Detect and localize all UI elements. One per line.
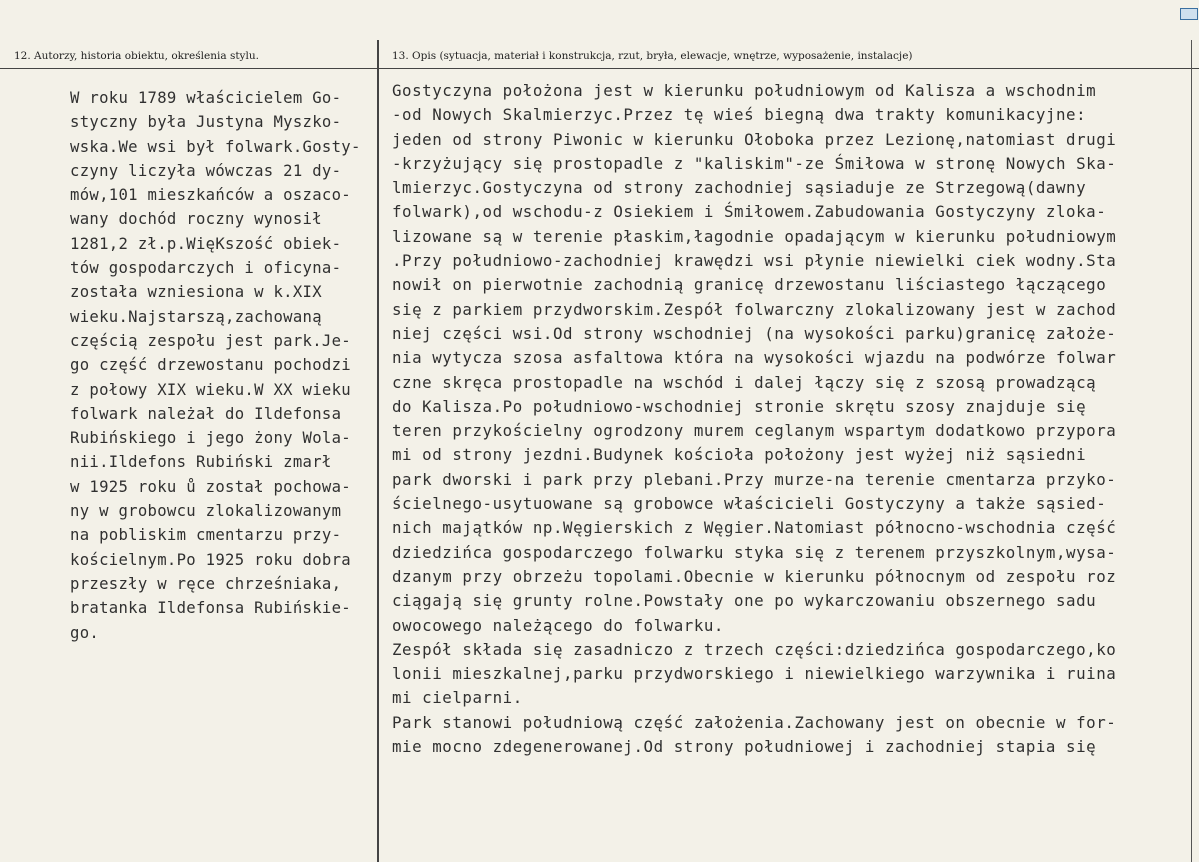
text-line: w 1925 roku ů został pochowa- [70, 477, 351, 496]
text-line: niej części wsi.Od strony wschodniej (na wysokości parku)granicę założe- [392, 323, 1117, 343]
text-line: nich majątków np.Węgierskich z Węgier.Natomiast północno-wschodnia część [392, 518, 1117, 538]
text-line: -krzyżujący się prostopadle z "kaliskim"-ze Śmiłowa w stronę Nowych Ska- [392, 153, 1117, 173]
text-line: wany dochód roczny wynosił [70, 210, 322, 229]
section-12-header: 12. Autorzy, historia obiektu, określenia stylu. [14, 50, 259, 62]
text-line: do Kalisza.Po południowo-wschodniej stronie skrętu szosy znajduje się [392, 396, 1087, 416]
text-line: owocowego należącego do folwarku. [392, 615, 724, 635]
text-line: dzanym przy obrzeżu topolami.Obecnie w kierunku północnym od zespołu roz [392, 566, 1117, 586]
text-line: Gostyczyna położona jest w kierunku południowym od Kalisza a wschodnim [392, 81, 1097, 100]
text-line: wska.We wsi był folwark.Gosty- [70, 137, 361, 156]
text-line: tów gospodarczych i oficyna- [70, 259, 342, 278]
text-line: częścią zespołu jest park.Je- [70, 331, 351, 350]
text-line: lonii mieszkalnej,parku przydworskiego i niewielkiego warzywnika i ruina [392, 664, 1117, 684]
text-line: czyny liczyła wówczas 21 dy- [70, 161, 342, 180]
text-line: z połowy XIX wieku.W XX wieku [70, 380, 351, 399]
text-line: W roku 1789 właścicielem Go- [70, 89, 342, 107]
text-line: go część drzewostanu pochodzi [70, 356, 351, 375]
text-line: jeden od strony Piwonic w kierunku Ołoboka przez Lezionę,natomiast drugi [392, 129, 1117, 149]
text-line: ny w grobowcu zlokalizowanym [70, 502, 342, 521]
scan-marker [1180, 8, 1198, 20]
text-line: nowił on pierwotnie zachodnią granicę drzewostanu liściastego łączącego [392, 275, 1107, 295]
text-line: mów,101 mieszkańców a oszaco- [70, 186, 351, 205]
text-line: folwark),od wschodu-z Osiekiem i Śmiłowem.Zabudowania Gostyczyny zloka- [392, 202, 1107, 222]
text-line: park dworski i park przy plebani.Przy murze-na terenie cmentarza przyko- [392, 469, 1117, 489]
text-line: Rubińskiego i jego żony Wola- [70, 429, 351, 448]
section-13-header: 13. Opis (sytuacja, materiał i konstrukcja, rzut, bryła, elewacje, wnętrze, wyposażenie, instalacje) [392, 50, 913, 62]
text-line: bratanka Ildefonsa Rubińskie- [70, 599, 351, 618]
text-line: nia wytycza szosa asfaltowa która na wysokości wjazdu na podwórze folwar [392, 348, 1117, 368]
text-line: wieku.Najstarszą,zachowaną [70, 307, 322, 326]
text-line: kościelnym.Po 1925 roku dobra [70, 550, 351, 569]
text-line: ścielnego-usytuowane są grobowce właścicieli Gostyczyny a także sąsied- [392, 494, 1107, 514]
header-divider [0, 68, 1199, 69]
text-line: folwark należał do Ildefonsa [70, 404, 342, 423]
text-line: teren przykościelny ogrodzony murem ceglanym wspartym dodatkowo przypora [392, 421, 1117, 441]
text-line: mi od strony jezdni.Budynek kościoła położony jest wyżej niż sąsiedni [392, 445, 1087, 465]
text-line: na pobliskim cmentarzu przy- [70, 526, 342, 545]
text-line: go. [70, 623, 100, 642]
description-column [392, 79, 1116, 759]
text-line: lmierzyc.Gostyczyna od strony zachodniej sąsiaduje ze Strzegową(dawny [392, 178, 1087, 198]
text-line: przeszły w ręce chrześniaka, [70, 574, 342, 593]
text-line: mi cielparni. [392, 688, 523, 708]
text-line: się z parkiem przydworskim.Zespół folwarczny zlokalizowany jest w zachod [392, 299, 1117, 319]
text-line: ciągają się grunty rolne.Powstały one po wykarczowaniu obszernego sadu [392, 591, 1097, 611]
text-line: .Przy południowo-zachodniej krawędzi wsi płynie niewielki ciek wodny.Sta [392, 251, 1117, 271]
text-line: czne skręca prostopadle na wschód i dalej łączy się z szosą prowadzącą [392, 372, 1097, 392]
text-line: została wzniesiona w k.XIX [70, 283, 322, 302]
right-border [1191, 40, 1192, 862]
text-line: styczny była Justyna Myszko- [70, 113, 342, 132]
text-line: Zespół składa się zasadniczo z trzech części:dziedzińca gospodarczego,ko [392, 639, 1117, 659]
text-line: mie mocno zdegenerowanej.Od strony południowej i zachodniej stapia się [392, 737, 1097, 757]
text-line: lizowane są w terenie płaskim,łagodnie opadającym w kierunku południowym [392, 226, 1117, 246]
column-divider [377, 40, 379, 862]
text-line: 1281,2 zł.p.WięKszość obiek- [70, 234, 342, 253]
text-line: -od Nowych Skalmierzyc.Przez tę wieś biegną dwa trakty komunikacyjne: [392, 105, 1087, 125]
text-line: nii.Ildefons Rubiński zmarł [70, 453, 332, 472]
text-line: dziedzińca gospodarczego folwarku styka się z terenem przyszkolnym,wysa- [392, 542, 1117, 562]
history-column [70, 86, 361, 645]
text-line: Park stanowi południową część założenia.Zachowany jest on obecnie w for- [392, 712, 1117, 732]
